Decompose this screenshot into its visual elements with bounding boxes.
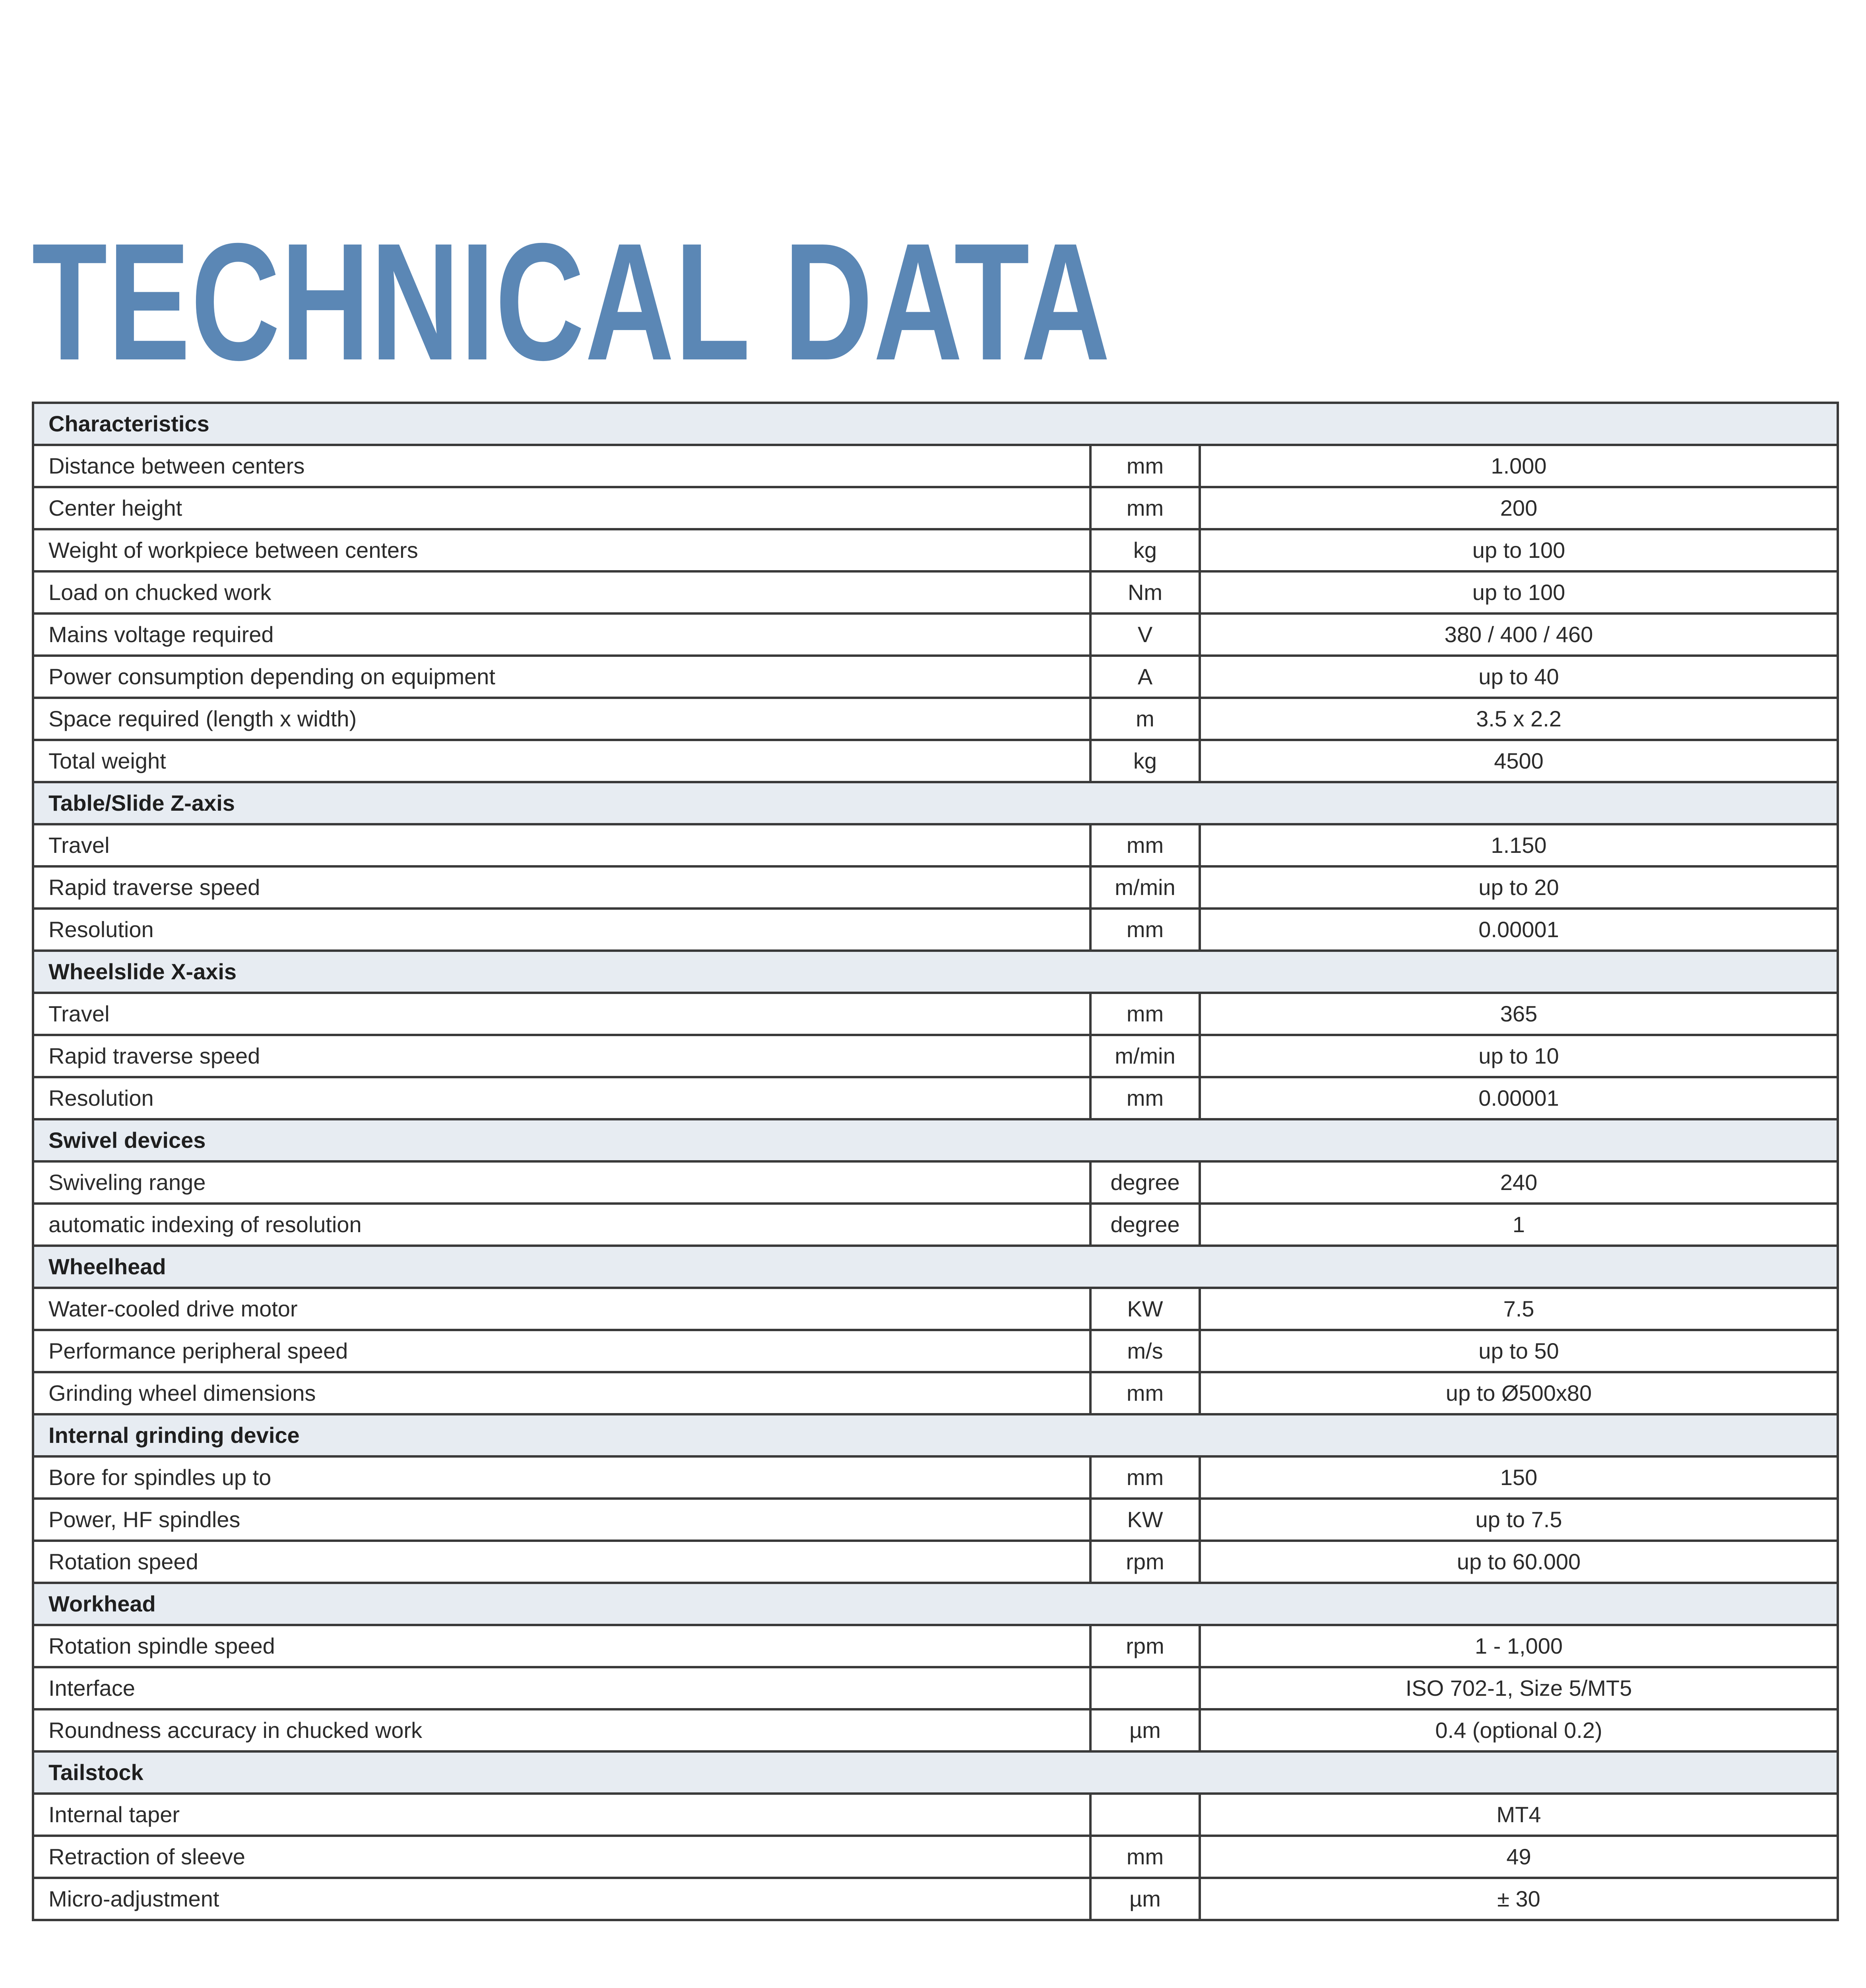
table-row: [33, 1709, 1838, 1751]
table-row: [33, 1667, 1838, 1709]
spec-unit: degree: [1090, 1204, 1200, 1246]
table-row: [33, 445, 1838, 487]
section-heading: Swivel devices: [33, 1119, 1838, 1161]
table-row: [33, 1456, 1838, 1499]
spec-label: Rapid traverse speed: [33, 866, 1090, 909]
spec-label: Rotation spindle speed: [33, 1625, 1090, 1667]
table-row: [33, 1161, 1838, 1204]
spec-value: ± 30: [1200, 1878, 1838, 1920]
spec-unit: mm: [1090, 445, 1200, 487]
section-header-row: [33, 1414, 1838, 1456]
spec-unit: mm: [1090, 824, 1200, 866]
table-row: [33, 1077, 1838, 1119]
spec-value: up to 50: [1200, 1330, 1838, 1372]
spec-unit: mm: [1090, 1836, 1200, 1878]
spec-unit: rpm: [1090, 1541, 1200, 1583]
spec-unit: mm: [1090, 909, 1200, 951]
spec-label: Weight of workpiece between centers: [33, 529, 1090, 571]
spec-label: Grinding wheel dimensions: [33, 1372, 1090, 1414]
section-heading: Wheelslide X-axis: [33, 951, 1838, 993]
table-row: [33, 487, 1838, 529]
spec-label: Rotation speed: [33, 1541, 1090, 1583]
spec-unit: m/min: [1090, 1035, 1200, 1077]
spec-label: Micro-adjustment: [33, 1878, 1090, 1920]
spec-unit: KW: [1090, 1288, 1200, 1330]
table-row: [33, 1372, 1838, 1414]
spec-value: 1 - 1,000: [1200, 1625, 1838, 1667]
spec-value: up to 10: [1200, 1035, 1838, 1077]
technical-data-table: [32, 402, 1839, 1921]
spec-unit: [1090, 1794, 1200, 1836]
table-row: [33, 698, 1838, 740]
spec-value: 7.5: [1200, 1288, 1838, 1330]
table-row: [33, 993, 1838, 1035]
spec-value: 1: [1200, 1204, 1838, 1246]
table-row: [33, 1878, 1838, 1920]
spec-unit: µm: [1090, 1709, 1200, 1751]
table-row: [33, 1836, 1838, 1878]
spec-unit: V: [1090, 613, 1200, 656]
spec-value: 4500: [1200, 740, 1838, 782]
table-row: [33, 909, 1838, 951]
table-row: [33, 824, 1838, 866]
spec-value: 1.150: [1200, 824, 1838, 866]
technical-data-body: [33, 403, 1838, 1920]
spec-unit: kg: [1090, 740, 1200, 782]
spec-unit: rpm: [1090, 1625, 1200, 1667]
spec-value: 0.4 (optional 0.2): [1200, 1709, 1838, 1751]
spec-label: Water-cooled drive motor: [33, 1288, 1090, 1330]
spec-value: 150: [1200, 1456, 1838, 1499]
section-header-row: [33, 782, 1838, 824]
spec-unit: mm: [1090, 993, 1200, 1035]
spec-label: Mains voltage required: [33, 613, 1090, 656]
table-row: [33, 1794, 1838, 1836]
table-row: [33, 656, 1838, 698]
spec-label: Total weight: [33, 740, 1090, 782]
page-title: TECHNICAL DATA: [32, 209, 1111, 395]
spec-value: up to Ø500x80: [1200, 1372, 1838, 1414]
spec-unit: degree: [1090, 1161, 1200, 1204]
spec-unit: mm: [1090, 1456, 1200, 1499]
spec-label: Space required (length x width): [33, 698, 1090, 740]
spec-label: Internal taper: [33, 1794, 1090, 1836]
spec-label: Performance peripheral speed: [33, 1330, 1090, 1372]
spec-label: Resolution: [33, 909, 1090, 951]
spec-unit: mm: [1090, 1372, 1200, 1414]
section-heading: Tailstock: [33, 1751, 1838, 1794]
spec-unit: A: [1090, 656, 1200, 698]
spec-unit: m/s: [1090, 1330, 1200, 1372]
spec-value: up to 100: [1200, 571, 1838, 613]
spec-value: MT4: [1200, 1794, 1838, 1836]
spec-value: 240: [1200, 1161, 1838, 1204]
table-row: [33, 740, 1838, 782]
table-row: [33, 1288, 1838, 1330]
section-heading: Workhead: [33, 1583, 1838, 1625]
spec-value: 0.00001: [1200, 909, 1838, 951]
spec-label: Center height: [33, 487, 1090, 529]
spec-label: Resolution: [33, 1077, 1090, 1119]
spec-label: Load on chucked work: [33, 571, 1090, 613]
section-heading: Wheelhead: [33, 1246, 1838, 1288]
spec-value: up to 100: [1200, 529, 1838, 571]
spec-value: up to 7.5: [1200, 1499, 1838, 1541]
section-heading: Characteristics: [33, 403, 1838, 445]
spec-unit: mm: [1090, 1077, 1200, 1119]
spec-unit: kg: [1090, 529, 1200, 571]
section-heading: Internal grinding device: [33, 1414, 1838, 1456]
section-header-row: [33, 403, 1838, 445]
table-row: [33, 866, 1838, 909]
spec-unit: KW: [1090, 1499, 1200, 1541]
spec-value: ISO 702-1, Size 5/MT5: [1200, 1667, 1838, 1709]
spec-unit: m: [1090, 698, 1200, 740]
spec-value: up to 40: [1200, 656, 1838, 698]
spec-label: Roundness accuracy in chucked work: [33, 1709, 1090, 1751]
table-row: [33, 571, 1838, 613]
table-row: [33, 1035, 1838, 1077]
spec-unit: mm: [1090, 487, 1200, 529]
table-row: [33, 529, 1838, 571]
section-header-row: [33, 1246, 1838, 1288]
spec-label: automatic indexing of resolution: [33, 1204, 1090, 1246]
spec-label: Travel: [33, 993, 1090, 1035]
spec-unit: Nm: [1090, 571, 1200, 613]
spec-label: Interface: [33, 1667, 1090, 1709]
section-header-row: [33, 1119, 1838, 1161]
spec-value: up to 60.000: [1200, 1541, 1838, 1583]
table-row: [33, 1204, 1838, 1246]
spec-unit: m/min: [1090, 866, 1200, 909]
spec-unit: [1090, 1667, 1200, 1709]
spec-label: Power consumption depending on equipment: [33, 656, 1090, 698]
section-heading: Table/Slide Z-axis: [33, 782, 1838, 824]
spec-label: Retraction of sleeve: [33, 1836, 1090, 1878]
section-header-row: [33, 1751, 1838, 1794]
section-header-row: [33, 951, 1838, 993]
spec-label: Bore for spindles up to: [33, 1456, 1090, 1499]
spec-label: Distance between centers: [33, 445, 1090, 487]
spec-label: Power, HF spindles: [33, 1499, 1090, 1541]
table-row: [33, 1499, 1838, 1541]
spec-value: 380 / 400 / 460: [1200, 613, 1838, 656]
spec-value: 365: [1200, 993, 1838, 1035]
table-row: [33, 1541, 1838, 1583]
spec-value: 49: [1200, 1836, 1838, 1878]
table-row: [33, 613, 1838, 656]
spec-unit: µm: [1090, 1878, 1200, 1920]
spec-label: Rapid traverse speed: [33, 1035, 1090, 1077]
spec-label: Travel: [33, 824, 1090, 866]
spec-value: up to 20: [1200, 866, 1838, 909]
spec-value: 0.00001: [1200, 1077, 1838, 1119]
spec-label: Swiveling range: [33, 1161, 1090, 1204]
spec-value: 3.5 x 2.2: [1200, 698, 1838, 740]
section-header-row: [33, 1583, 1838, 1625]
table-row: [33, 1625, 1838, 1667]
spec-value: 1.000: [1200, 445, 1838, 487]
table-row: [33, 1330, 1838, 1372]
spec-value: 200: [1200, 487, 1838, 529]
